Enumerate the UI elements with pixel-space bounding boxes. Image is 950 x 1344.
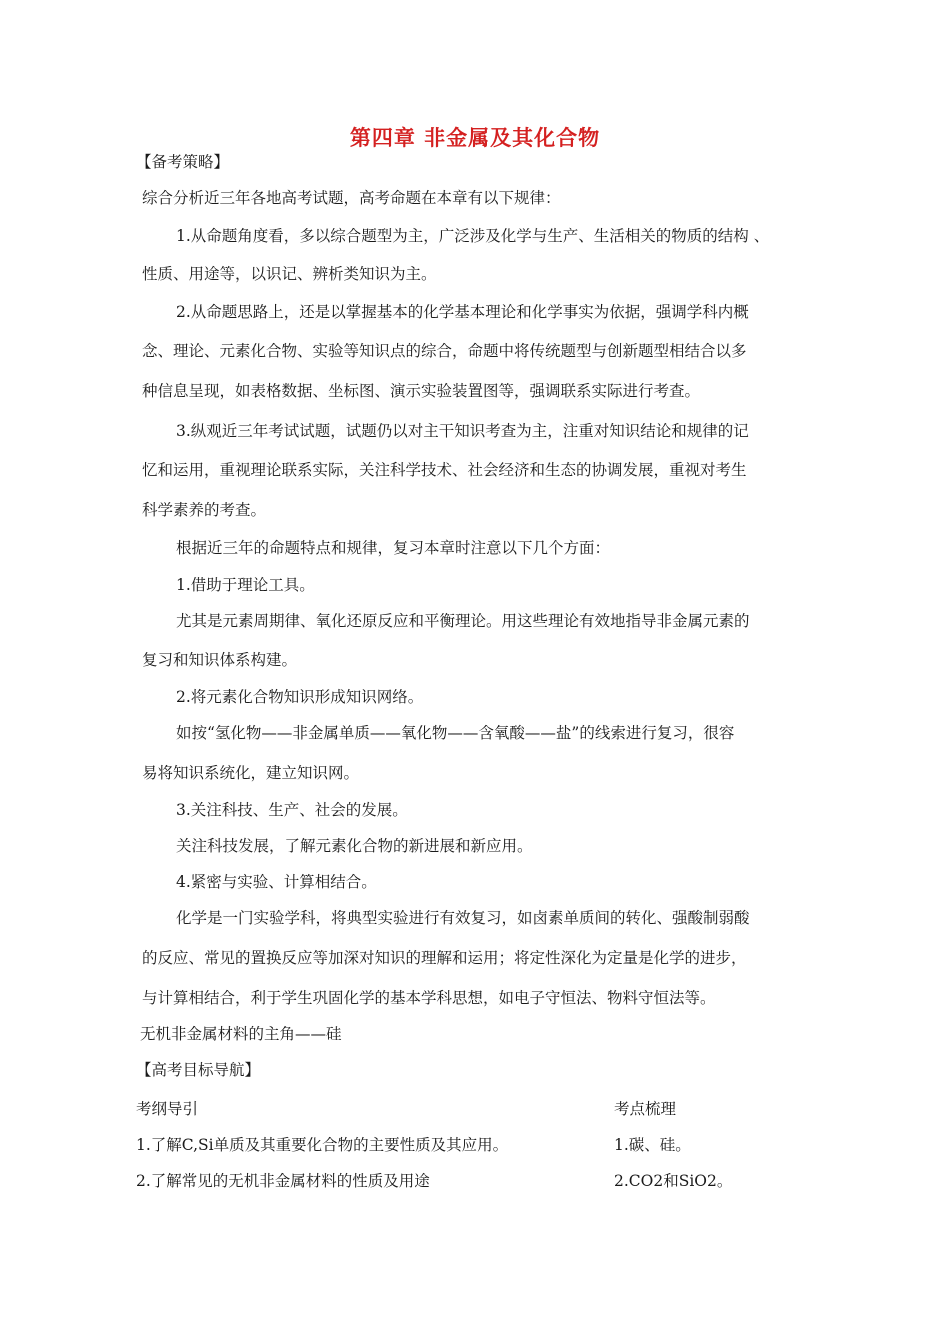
aspect-1-body-1: 尤其是元素周期律、氧化还原反应和平衡理论。用这些理论有效地指导非金属元素的: [176, 612, 750, 630]
aspect-4-body-2: 的反应、常见的置换反应等加深对知识的理解和运用；将定性深化为定量是化学的进步，: [142, 949, 747, 967]
table-header-points: 考点梳理: [614, 1100, 677, 1118]
table-cell: 1.碳、硅。: [614, 1136, 691, 1154]
aspect-2-heading: 2.将元素化合物知识形成知识网络。: [176, 688, 424, 706]
review-intro: 根据近三年的命题特点和规律，复习本章时注意以下几个方面：: [176, 539, 611, 557]
section-heading-strategy: 【备考策略】: [136, 153, 230, 171]
aspect-3-heading: 3.关注科技、生产、社会的发展。: [176, 801, 408, 819]
rule-3-line-2: 忆和运用，重视理论联系实际，关注科学技术、社会经济和生态的协调发展，重视对考生: [142, 461, 747, 479]
table-header-row: [136, 1097, 826, 1119]
table-row: [136, 1169, 826, 1191]
rule-2-line-1: 2.从命题思路上，还是以掌握基本的化学基本理论和化学事实为依据，强调学科内概: [176, 303, 749, 321]
table-cell: 2.CO2和SiO2。: [614, 1172, 733, 1190]
aspect-2-body-2: 易将知识系统化，建立知识网。: [142, 764, 360, 782]
table-header-outline: 考纲导引: [136, 1100, 199, 1118]
rule-1-line-2: 性质、用途等，以识记、辨析类知识为主。: [142, 265, 437, 283]
aspect-3-body-1: 关注科技发展，了解元素化合物的新进展和新应用。: [176, 837, 533, 855]
rule-3-line-3: 科学素养的考查。: [142, 501, 267, 519]
aspect-1-body-2: 复习和知识体系构建。: [142, 651, 298, 669]
rule-3-line-1: 3.纵观近三年考试试题，试题仍以对主干知识考查为主，注重对知识结论和规律的记: [176, 422, 749, 440]
aspect-4-body-3: 与计算相结合，利于学生巩固化学的基本学科思想，如电子守恒法、物料守恒法等。: [142, 989, 716, 1007]
rule-2-line-3: 种信息呈现，如表格数据、坐标图、演示实验装置图等，强调联系实际进行考查。: [142, 382, 701, 400]
table-cell: 2.了解常见的无机非金属材料的性质及用途: [136, 1172, 430, 1190]
table-cell: 1.了解C,Si单质及其重要化合物的主要性质及其应用。: [136, 1136, 509, 1154]
subtitle: 无机非金属材料的主角——硅: [140, 1025, 342, 1043]
rule-1-line-1: 1.从命题角度看，多以综合题型为主，广泛涉及化学与生产、生活相关的物质的结构 、: [176, 227, 770, 245]
intro-paragraph: 综合分析近三年各地高考试题，高考命题在本章有以下规律：: [142, 189, 561, 207]
table-row: [136, 1133, 826, 1155]
aspect-4-heading: 4.紧密与实验、计算相结合。: [176, 873, 377, 891]
chapter-title: 第四章 非金属及其化合物: [349, 126, 601, 150]
aspect-4-body-1: 化学是一门实验学科，将典型实验进行有效复习，如卤素单质间的转化、强酸制弱酸: [176, 909, 750, 927]
aspect-1-heading: 1.借助于理论工具。: [176, 576, 315, 594]
aspect-2-body-1: 如按“氢化物——非金属单质——氧化物——含氧酸——盐”的线索进行复习，很容: [176, 724, 735, 742]
section-heading-goals: 【高考目标导航】: [136, 1061, 261, 1079]
rule-2-line-2: 念、理论、元素化合物、实验等知识点的综合，命题中将传统题型与创新题型相结合以多: [142, 342, 747, 360]
